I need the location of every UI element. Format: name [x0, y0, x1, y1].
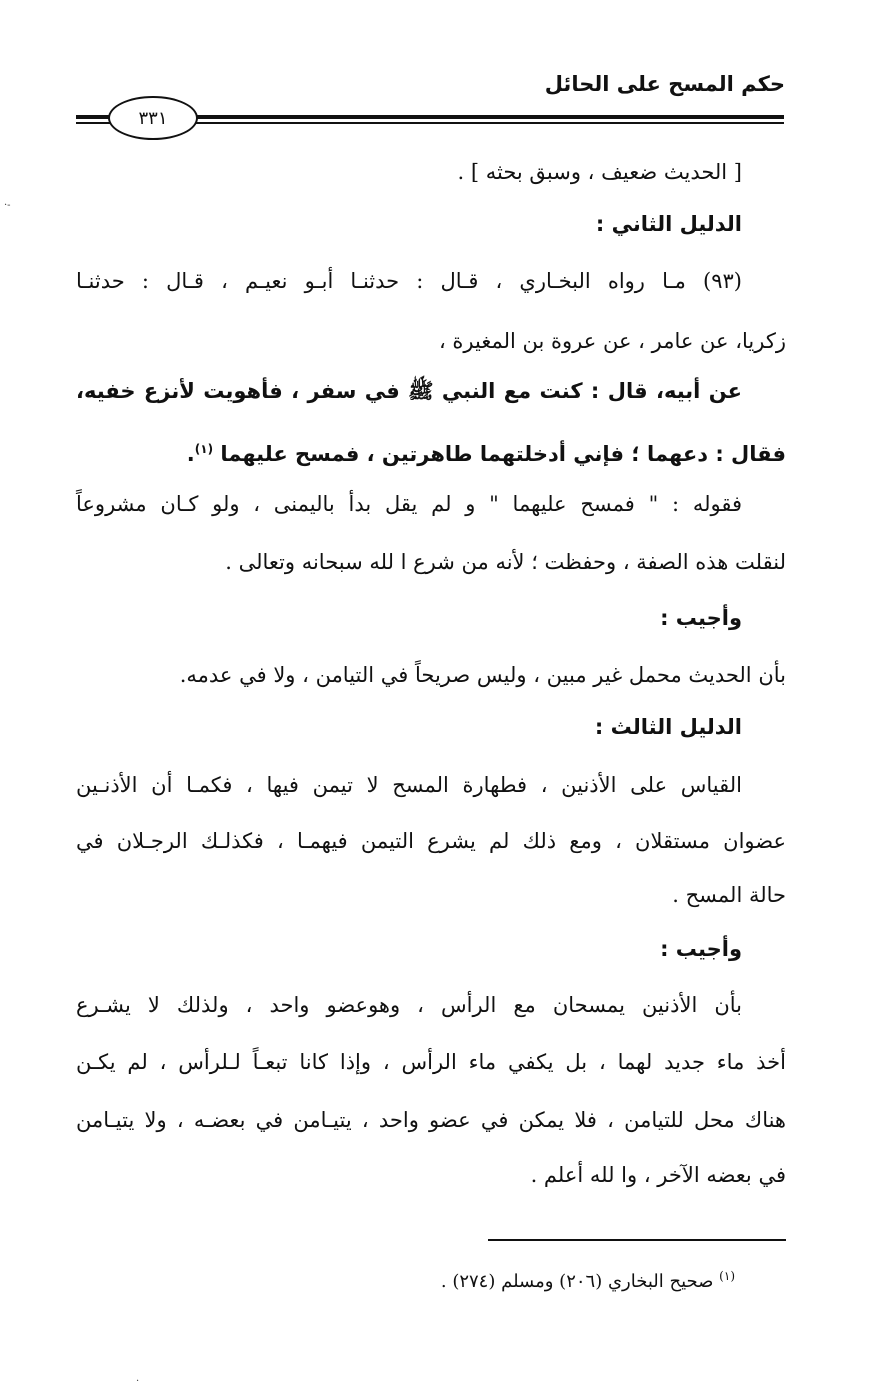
text-line: أخذ ماء جديد لهما ، بل يكفي ماء الرأس ، وإذا كانا تبعـاً لـلرأس ، لم يكـن: [76, 1050, 786, 1074]
heading-answer: وأجيب :: [660, 937, 742, 961]
hadith-text-line: [76, 434, 786, 469]
text-line: عضوان مستقلان ، ومع ذلك لم يشرع التيمن فيهمـا ، فكذلـك الرجـلان في: [76, 829, 786, 853]
text-line: فقوله : " فمسح عليهما " و لم يقل بدأ باليمنى ، ولو كـان مشروعاً: [76, 492, 742, 516]
text-line: في بعضه الآخر ، وا لله أعلم .: [530, 1163, 786, 1187]
text-line: زكريا، عن عامر ، عن عروة بن المغيرة ،: [438, 329, 786, 353]
running-header-title: حكم المسح على الحائل: [544, 72, 785, 96]
header-rule: [76, 108, 784, 130]
footnote-number: (١): [719, 1269, 735, 1283]
heading-answer: وأجيب :: [660, 606, 742, 630]
hadith-text-line: عن أبيه، قال : كنت مع النبي ﷺ في سفر ، فأهويت لأنزع خفيه،: [76, 379, 742, 403]
text-line-note: [ الحديث ضعيف ، وسبق بحثه ] .: [457, 160, 742, 184]
text-line: بأن الحديث محمل غير مبين ، وليس صريحاً في التيامن ، ولا في عدمه.: [179, 663, 786, 687]
text-line: القياس على الأذنين ، فطهارة المسح لا تيمن فيها ، فكمـا أن الأذنـين: [76, 773, 742, 797]
footnote-separator: [488, 1239, 786, 1241]
page-number: ٣٣١: [108, 96, 198, 140]
footnote: [441, 1269, 735, 1292]
hadith-text: فقال : دعهما ؛ فإني أدخلتهما طاهرتين ، فمسح عليهما: [220, 442, 786, 466]
text-line: لنقلت هذه الصفة ، وحفظت ؛ لأنه من شرع ا لله سبحانه وتعالى .: [225, 550, 786, 574]
text-line: (٩٣) مـا رواه البخـاري ، قـال : حدثنـا أبـو نعيـم ، قـال : حدثنـا: [76, 269, 742, 293]
footnote-marker: (١): [194, 442, 214, 456]
scan-speck: ·‐: [4, 200, 11, 211]
line-end: .: [186, 442, 195, 466]
heading-second-evidence: الدليل الثاني :: [595, 212, 742, 236]
text-line: حالة المسح .: [672, 883, 786, 907]
footnote-text: صحيح البخاري (٢٠٦) ومسلم (٢٧٤) .: [440, 1271, 714, 1292]
text-line: هناك محل للتيامن ، فلا يمكن في عضو واحد ، يتيـامن في بعضـه ، ولا يتيـامن: [76, 1108, 786, 1132]
text-line: بأن الأذنين يمسحان مع الرأس ، وهوعضو واحد ، ولذلك لا يشـرع: [76, 993, 742, 1017]
scan-speck: ·: [136, 1376, 140, 1387]
heading-third-evidence: الدليل الثالث :: [594, 715, 742, 739]
